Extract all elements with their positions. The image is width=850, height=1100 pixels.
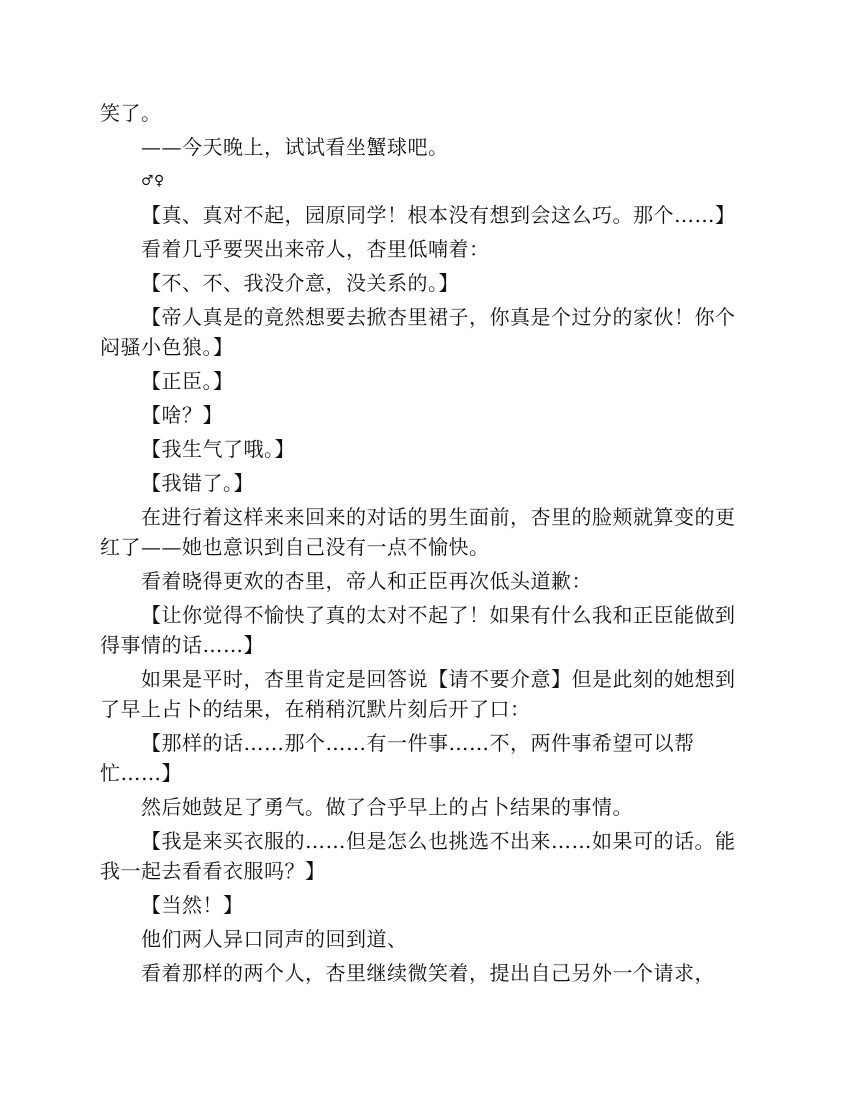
paragraph: 【我错了。】	[141, 471, 254, 495]
paragraph: 【我生气了哦。】	[141, 437, 295, 461]
paragraph: 【让你觉得不愉快了真的太对不起了！如果有什么我和正臣能做到得事情的话……】	[100, 603, 736, 657]
paragraph: 看着几乎要哭出来帝人，杏里低喃着：	[141, 237, 490, 261]
paragraph: 【不、不、我没介意，没关系的。】	[141, 271, 459, 295]
paragraph: 然后她鼓足了勇气。做了合乎早上的占卜结果的事情。	[141, 795, 633, 819]
paragraph: 他们两人异口同声的回到道、	[141, 927, 408, 951]
paragraph: 【啥？】	[141, 403, 223, 427]
document-page	[100, 98, 750, 992]
paragraph: 【帝人真是的竟然想要去掀杏里裙子，你真是个过分的家伙！你个闷骚小色狼。】	[100, 305, 736, 359]
scene-break-symbol: ♂♀	[141, 173, 165, 189]
paragraph: 【当然！】	[141, 893, 244, 917]
paragraph: 在进行着这样来来回来的对话的男生面前，杏里的脸颊就算变的更红了——她也意识到自己没有一点不愉快。	[100, 505, 736, 559]
paragraph: 【正臣。】	[141, 369, 234, 393]
paragraph: 【我是来买衣服的……但是怎么也挑选不出来……如果可的话。能我一起去看看衣服吗？】	[100, 829, 736, 883]
paragraph: 笑了。	[100, 101, 162, 125]
paragraph: 看着那样的两个人，杏里继续微笑着，提出自己另外一个请求，	[141, 961, 715, 985]
paragraph: ——今天晚上，试试看坐蟹球吧。	[141, 135, 449, 159]
paragraph: 【那样的话……那个……有一件事……不，两件事希望可以帮忙……】	[100, 731, 695, 785]
paragraph: 【真、真对不起，园原同学！根本没有想到会这么巧。那个……】	[141, 203, 736, 227]
paragraph: 如果是平时，杏里肯定是回答说【请不要介意】但是此刻的她想到了早上占卜的结果，在稍稍沉默片刻后开了口：	[100, 667, 736, 721]
paragraph: 看着晓得更欢的杏里，帝人和正臣再次低头道歉：	[141, 569, 592, 593]
